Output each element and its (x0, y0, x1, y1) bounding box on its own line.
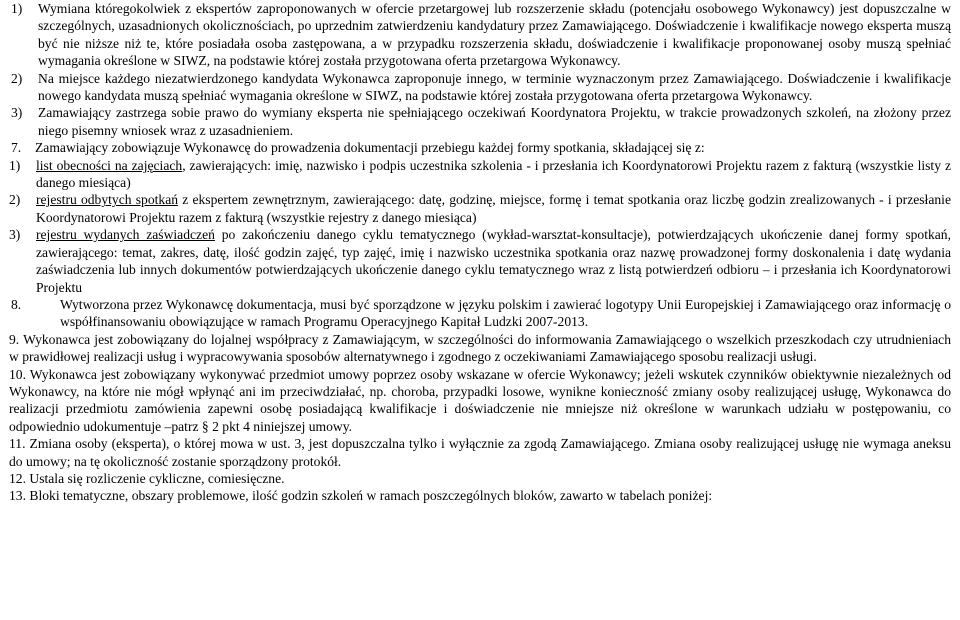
section-text: Zamawiający zobowiązuje Wykonawcę do prowadzenia dokumentacji przebiegu każdej formy spotkania, składającej się z: (35, 140, 705, 156)
item-body: z ekspertem zewnętrznym, zawierającego: datę, godzinę, miejsce, formę i temat spotkania oraz liczbę godzin zrealizowanych - i przesłanie Koordynatorowi Projektu razem z fakturą (wszystkie rejestry z danego miesiąca) (36, 192, 951, 225)
paragraph-number: 1) (11, 1, 23, 16)
section-13: 13. Bloki tematyczne, obszary problemowe, ilość godzin szkoleń w ramach poszczególnych bloków, zawarto w tabelach poniżej: (9, 488, 713, 504)
item-body: , zawierających: imię, nazwisko i podpis uczestnika szkolenia - i przesłania ich Koordynatorowi Projektu razem z fakturą (wszystkie listy z danego miesiąca) (36, 157, 951, 191)
paragraph-1 (9, 0, 951, 70)
section-number: 8. (11, 296, 22, 312)
paragraph-number: 2) (11, 70, 23, 86)
item-body: po zakończeniu danego cyklu tematycznego (wykład-warsztat-konsultacje), potwierdzających ukończenie danej formy spotkań, zawierającego: temat, zakres, datę, ilość godzin zajęć, typ zajęć, imię i nazwisko uczestnika spotkania oraz nazwę prowadzonej formy doskonalenia i datę wydania zaświadczenia lub innych dokumentów potwierdzających ukończenie danego cyklu tematycznego wraz z listą potwierdzeń odbioru – i przesłania ich Koordynatorowi Projektu (36, 227, 952, 295)
section-9: 9. Wykonawca jest zobowiązany do lojalnej współpracy z Zamawiającym, w szczególności do informowania Zamawiającego o wszelkich przeszkodach czy utrudnieniach w prawidłowej realizacji usług i wypracowywania sposobów alternatywnego i zgodnego z oczekiwaniami Zamawiającego sposobu realizacji usługi. (9, 331, 951, 365)
paragraph-number: 3) (11, 105, 23, 121)
section-7-item-3 (9, 226, 951, 296)
item-text (36, 226, 951, 296)
item-underlined-term: rejestru wydanych zaświadczeń (36, 227, 215, 243)
section-number: 7. (11, 140, 22, 156)
section-7-item-1 (9, 157, 951, 192)
section-7 (9, 139, 951, 156)
section-11: 11. Zmiana osoby (eksperta), o której mowa w ust. 3, jest dopuszczalna tylko i wyłącznie za zgodą Zamawiającego. Zmiana osoby realizującej usługę nie wymaga aneksu do umowy; na tę okoliczność zostanie sporządzony protokół. (9, 436, 951, 469)
item-underlined-term: rejestru odbytych spotkań (36, 192, 179, 208)
paragraph-3 (9, 104, 951, 139)
section-12: 12. Ustala się rozliczenie cykliczne, comiesięczne. (9, 470, 285, 486)
section-10: 10. Wykonawca jest zobowiązany wykonywać przedmiot umowy poprzez osoby wskazane w ofercie Wykonawcy; jeżeli wskutek czynników obiektywnie niezależnych od Wykonawcy, na które nie mógł wpłynąć ani im przeciwdziałać, np. choroba, przypadki losowe, wynikne konieczność zmiany osoby realizującej usługę, Wykonawca do realizacji przedmiotu zamówienia zapewni osobę posiadającą kwalifikacje i doświadczenie nie mniejsze niż określone w warunkach udziału w postępowaniu, co odpowiednio udokumentuje –patrz § 2 pkt 4 niniejszej umowy. (9, 366, 951, 434)
item-text (36, 157, 951, 192)
section-text: Wytworzona przez Wykonawcę dokumentacja, musi być sporządzone w języku polskim i zawierać logotypy Unii Europejskiej i Zamawiającego oraz informację o współfinansowaniu obowiązujące w ramach Programu Operacyjnego Kapitał Ludzki 2007-2013. (60, 296, 951, 330)
item-underlined-term: list obecności na zajęciach (36, 157, 183, 173)
item-number: 2) (9, 192, 21, 208)
section-8 (9, 296, 951, 331)
paragraph-text: Zamawiający zastrzega sobie prawo do wymiany eksperta nie spełniającego oczekiwań Koordynatora Projektu, w trakcie prowadzonych szkoleń, na złożony przez niego pisemny wniosek wraz z uzasadnieniem. (38, 105, 951, 138)
paragraph-2 (9, 70, 951, 105)
item-number: 1) (9, 157, 21, 173)
paragraph-text: Wymiana któregokolwiek z ekspertów zaproponowanych w ofercie przetargowej lub rozszerzenie składu (potencjału osobowego Wykonawcy) jest dopuszczalne w szczególnych, uzasadnionych okolicznościach, po uprzednim zatwierdzeniu kandydatury przez Zamawiającego. Doświadczenie i kwalifikacje nowego eksperta muszą być nie niższe niż te, które posiadała osoba zastępowana, a w przypadku rozszerzenia składu, doświadczenie i kwalifikacje proponowanej osoby muszą spełniać wymagania określone w SIWZ, na podstawie której została przygotowana oferta przetargowa Wykonawcy. (38, 1, 951, 69)
section-7-item-2 (9, 191, 951, 226)
item-number: 3) (9, 227, 21, 243)
paragraph-text: Na miejsce każdego niezatwierdzonego kandydata Wykonawca zaproponuje innego, w terminie wyznaczonym przez Zamawiającego. Doświadczenie i kwalifikacje nowego kandydata muszą spełniać wymagania określone w SIWZ, na podstawie której została przygotowana oferta przetargowa Wykonawcy. (38, 70, 951, 104)
item-text (36, 191, 951, 226)
